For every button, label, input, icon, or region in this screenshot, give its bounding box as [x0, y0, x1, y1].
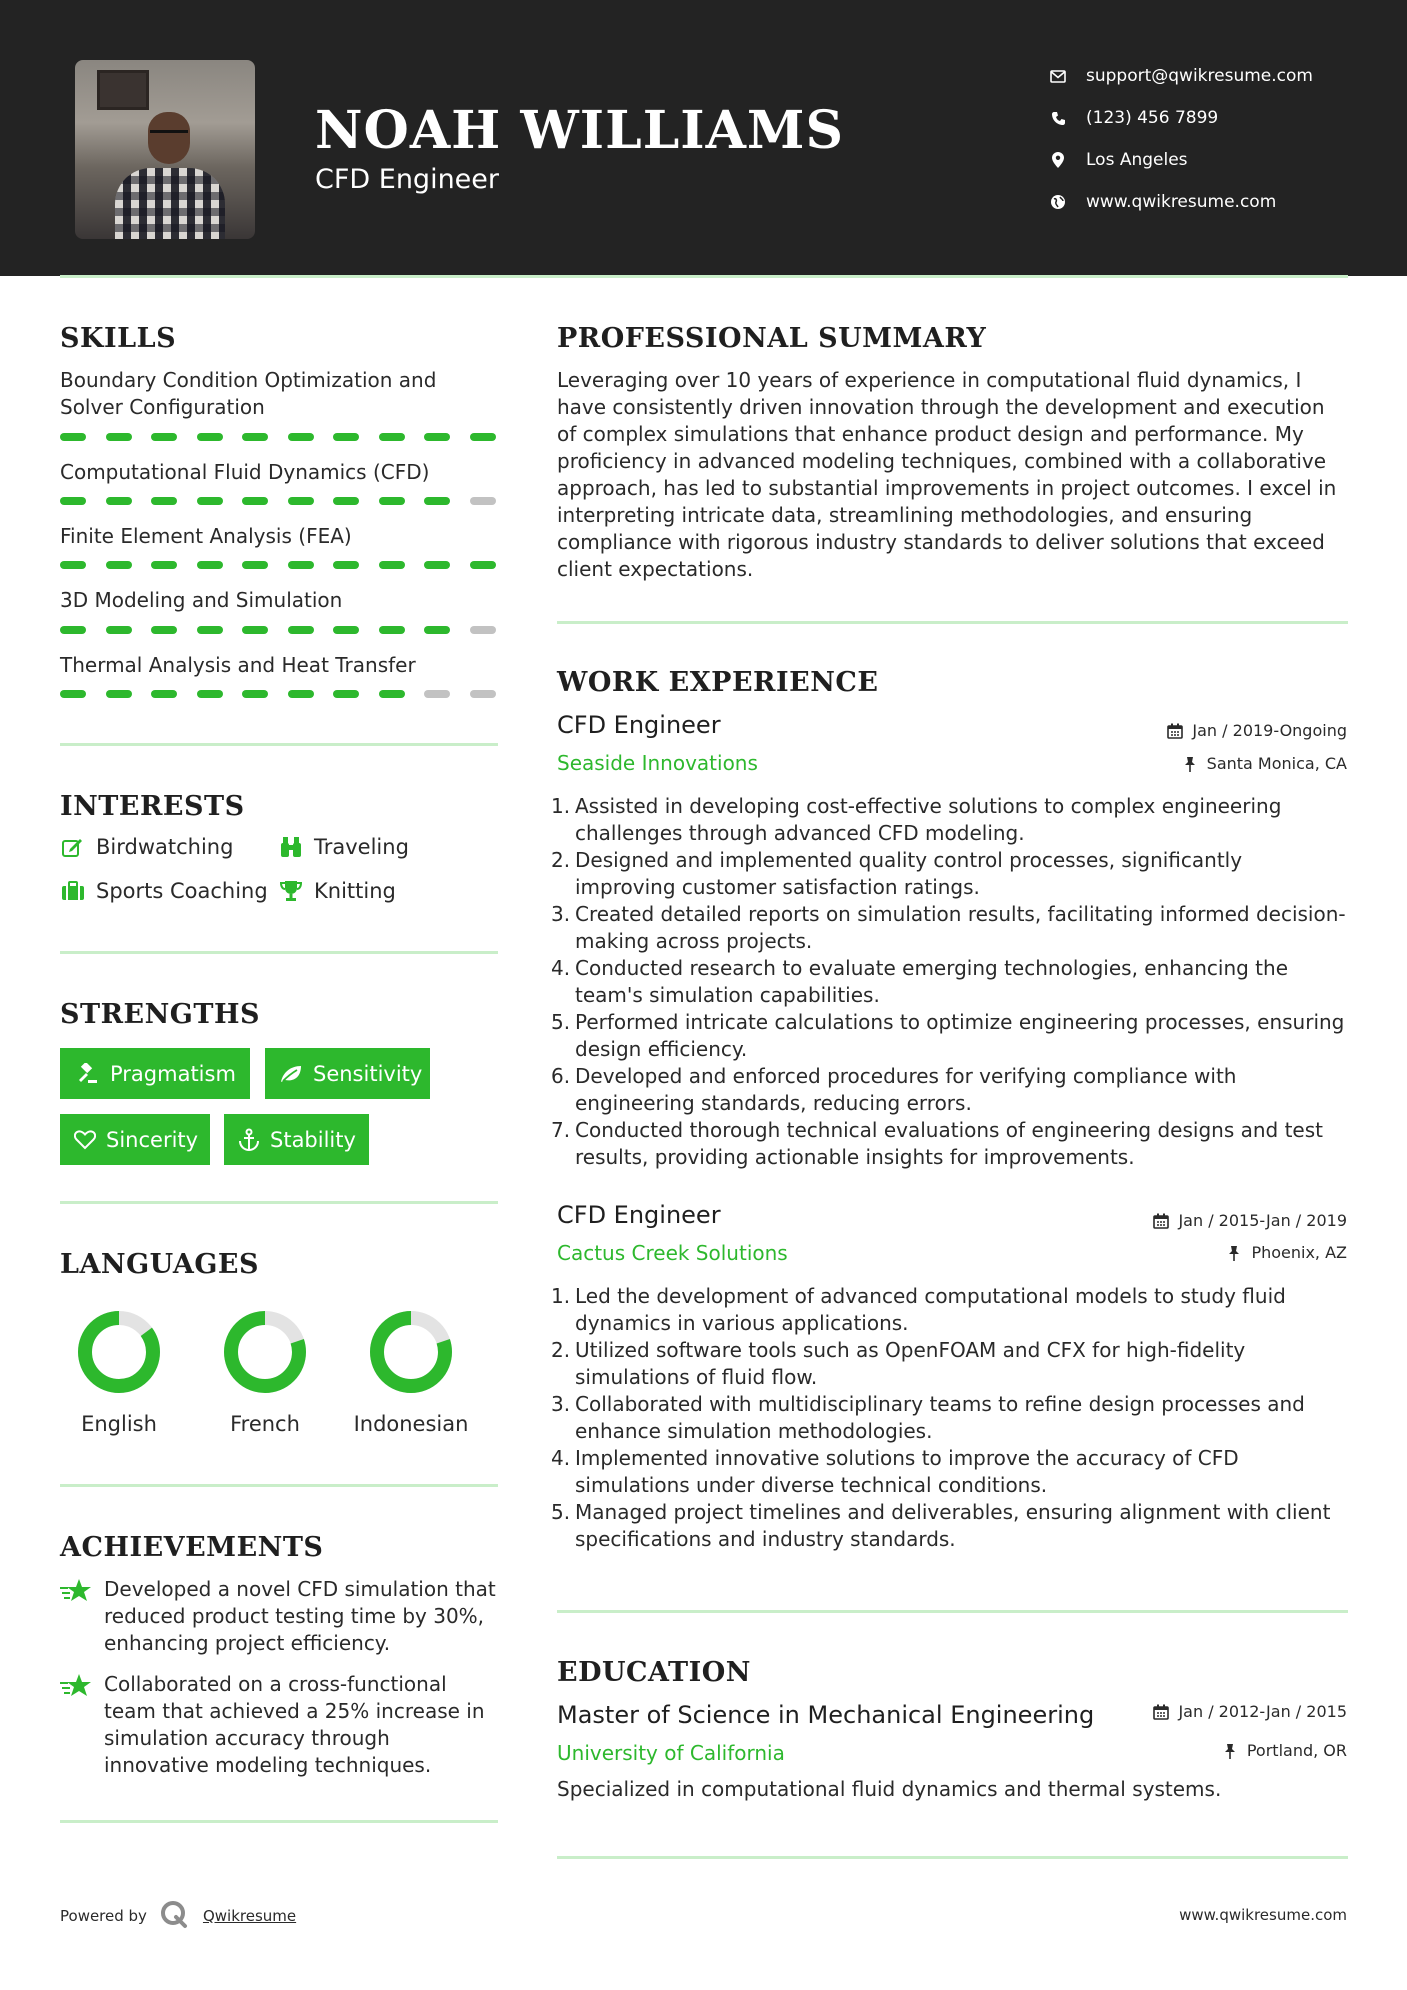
job-location-text: Santa Monica, CA: [1206, 754, 1347, 773]
strength-label: Pragmatism: [110, 1061, 236, 1086]
phone-icon: [1048, 108, 1068, 128]
gavel-icon: [74, 1061, 100, 1087]
powered-by-text: Powered by: [60, 1907, 147, 1925]
strength-badge: [224, 1114, 369, 1165]
calendar-icon: [1166, 722, 1184, 740]
section-divider: [60, 951, 498, 954]
skill-dot-filled: [197, 561, 223, 569]
job-location: [1181, 754, 1347, 773]
heart-icon: [74, 1127, 96, 1153]
skill-dot-filled: [470, 433, 496, 441]
star-icon: [60, 1671, 92, 1779]
skill-dot-filled: [242, 561, 268, 569]
skill-dot-filled: [151, 626, 177, 634]
skill-dot-filled: [106, 497, 132, 505]
interest-label: Traveling: [314, 835, 409, 859]
section-divider: [60, 1820, 498, 1823]
education-dates-text: Jan / 2012-Jan / 2015: [1178, 1702, 1347, 1721]
skill-dot-filled: [151, 497, 177, 505]
skill-dot-filled: [424, 433, 450, 441]
calendar-icon: [1152, 1703, 1170, 1721]
language-item: [346, 1310, 476, 1436]
language-proficiency-ring: [223, 1310, 307, 1394]
interest-item: [60, 878, 268, 904]
section-divider: [557, 1856, 1348, 1859]
qwikresume-link[interactable]: Qwikresume: [202, 1907, 297, 1925]
summary-text: Leveraging over 10 years of experience in computational fluid dynamics, I have consistently driven innovation through the development and execution of complex simulations that enhance product design and performance. My proficiency in advanced modeling techniques, combined with a collaborative approach, has led to substantial improvements in project outcomes. I excel in interpreting intricate data, streamlining methodologies, and ensuring compliance with rigorous industry standards to deliver solutions that exceed client expectations.: [557, 368, 1337, 581]
briefcase-icon: [60, 878, 86, 904]
job-dates-text: Jan / 2015-Jan / 2019: [1178, 1211, 1347, 1230]
experience-title: WORK EXPERIENCE: [557, 667, 879, 698]
header-divider: [60, 275, 1348, 278]
language-item: [200, 1310, 330, 1436]
language-label: English: [81, 1412, 157, 1436]
education-location: [1221, 1741, 1347, 1760]
contact-phone[interactable]: [1048, 97, 1313, 139]
skill-dot-filled: [60, 690, 86, 698]
interests-title: INTERESTS: [60, 791, 245, 822]
strength-label: Sensitivity: [313, 1061, 423, 1086]
contact-website[interactable]: [1048, 181, 1313, 223]
skill-dot-empty: [424, 690, 450, 698]
company-name: Seaside Innovations: [557, 751, 758, 775]
duty-item: 4. Conducted research to evaluate emerging technologies, enhancing the team's simulation capabilities.: [551, 956, 1288, 1007]
contact-email[interactable]: [1048, 55, 1313, 97]
language-label: French: [230, 1412, 300, 1436]
skill-rating: [60, 433, 496, 441]
skill-rating: [60, 626, 496, 634]
skill-dot-filled: [242, 690, 268, 698]
skill-dot-filled: [379, 433, 405, 441]
language-proficiency-ring: [77, 1310, 161, 1394]
company-name: Cactus Creek Solutions: [557, 1241, 788, 1265]
star-icon: [60, 1576, 92, 1657]
skill-dot-filled: [197, 626, 223, 634]
skill-dot-filled: [106, 690, 132, 698]
duty-item: 1. Assisted in developing cost-effective solutions to complex engineering challenges through advanced CFD modeling.: [551, 794, 1282, 845]
skill-dot-filled: [60, 433, 86, 441]
job-dates: [1152, 1211, 1347, 1230]
footer-website[interactable]: www.qwikresume.com: [1179, 1906, 1347, 1924]
skill-dot-filled: [424, 561, 450, 569]
skill-dot-filled: [197, 433, 223, 441]
skill-dot-filled: [424, 497, 450, 505]
achievement-text: Collaborated on a cross-functional team that achieved a 25% increase in simulation accuracy through innovative modeling techniques.: [104, 1672, 485, 1777]
section-divider: [60, 743, 498, 746]
binoculars-icon: [278, 834, 304, 860]
profile-photo: [75, 60, 255, 239]
skill-dot-filled: [333, 433, 359, 441]
skill-dot-filled: [379, 626, 405, 634]
job-duties: [551, 1283, 1347, 1553]
candidate-role: CFD Engineer: [315, 164, 500, 195]
skill-dot-filled: [242, 497, 268, 505]
skill-dot-empty: [470, 497, 496, 505]
achievement-item: [60, 1576, 500, 1657]
footer-powered-by: [60, 1899, 296, 1933]
skill-dot-filled: [288, 497, 314, 505]
section-divider: [557, 621, 1348, 624]
interest-label: Birdwatching: [96, 835, 234, 859]
skill-dot-filled: [288, 626, 314, 634]
skill-rating: [60, 561, 496, 569]
email-icon: [1048, 66, 1068, 86]
duty-item: 3. Created detailed reports on simulation results, facilitating informed decision-making across projects.: [551, 902, 1346, 953]
section-divider: [557, 1610, 1348, 1613]
skill-dot-filled: [242, 433, 268, 441]
skill-dot-filled: [151, 561, 177, 569]
duty-item: 7. Conducted thorough technical evaluations of engineering designs and test results, providing actionable insights for improvements.: [551, 1118, 1323, 1169]
resume-header: [0, 0, 1407, 276]
skill-dot-filled: [197, 690, 223, 698]
interest-label: Sports Coaching: [96, 879, 268, 903]
pushpin-icon: [1225, 1244, 1243, 1262]
skill-rating: [60, 690, 496, 698]
globe-icon: [1048, 192, 1068, 212]
skill-dot-filled: [424, 626, 450, 634]
achievement-text: Developed a novel CFD simulation that reduced product testing time by 30%, enhancing project efficiency.: [104, 1577, 496, 1655]
duty-item: 5. Managed project timelines and deliverables, ensuring alignment with client specifications and industry standards.: [551, 1500, 1331, 1551]
location-pin-icon: [1048, 150, 1068, 170]
duty-item: 6. Developed and enforced procedures for verifying compliance with engineering standards, reducing errors.: [551, 1064, 1237, 1115]
skill-dot-filled: [470, 561, 496, 569]
skill-dot-filled: [379, 497, 405, 505]
skill-dot-filled: [333, 561, 359, 569]
contact-location: [1048, 139, 1313, 181]
pushpin-icon: [1221, 1742, 1239, 1760]
pushpin-icon: [1181, 755, 1199, 773]
skill-dot-filled: [60, 561, 86, 569]
education-location-text: Portland, OR: [1246, 1741, 1347, 1760]
strengths-title: STRENGTHS: [60, 999, 260, 1030]
skill-dot-empty: [470, 690, 496, 698]
school-name: University of California: [557, 1741, 785, 1765]
skill-dot-filled: [242, 626, 268, 634]
duty-item: 2. Designed and implemented quality control processes, significantly improving customer satisfaction ratings.: [551, 848, 1243, 899]
contact-location-text: Los Angeles: [1086, 150, 1188, 170]
skill-dot-filled: [106, 561, 132, 569]
skill-dot-filled: [379, 690, 405, 698]
candidate-name: NOAH WILLIAMS: [315, 100, 845, 161]
leaf-icon: [279, 1061, 303, 1087]
skill-name: Boundary Condition Optimization and Solver Configuration: [60, 368, 437, 419]
job-title: CFD Engineer: [557, 1201, 721, 1229]
achievement-item: [60, 1671, 500, 1779]
job-location-text: Phoenix, AZ: [1251, 1243, 1347, 1262]
strength-badge: [60, 1048, 250, 1099]
job-dates-text: Jan / 2019-Ongoing: [1192, 721, 1347, 740]
qwikresume-logo-icon: [159, 1899, 189, 1933]
achievements-title: ACHIEVEMENTS: [60, 1532, 324, 1563]
duty-item: 2. Utilized software tools such as OpenFOAM and CFX for high-fidelity simulations of fluid flow.: [551, 1338, 1246, 1389]
skill-name: Thermal Analysis and Heat Transfer: [60, 653, 416, 677]
education-dates: [1152, 1702, 1347, 1721]
skill-dot-filled: [288, 690, 314, 698]
job-dates: [1166, 721, 1347, 740]
job-title: CFD Engineer: [557, 711, 721, 739]
skill-dot-filled: [333, 690, 359, 698]
skill-dot-filled: [106, 626, 132, 634]
job-duties: [551, 793, 1347, 1171]
strength-badge: [265, 1048, 430, 1099]
skill-dot-filled: [151, 433, 177, 441]
skill-dot-filled: [197, 497, 223, 505]
anchor-icon: [238, 1127, 260, 1153]
section-divider: [60, 1484, 498, 1487]
degree-title: Master of Science in Mechanical Engineering: [557, 1701, 1095, 1729]
duty-item: 1. Led the development of advanced computational models to study fluid dynamics in various applications.: [551, 1284, 1286, 1335]
contact-phone-text[interactable]: (123) 456 7899: [1086, 108, 1219, 128]
section-divider: [60, 1201, 498, 1204]
skill-rating: [60, 497, 496, 505]
strength-label: Sincerity: [106, 1127, 199, 1152]
summary-title: PROFESSIONAL SUMMARY: [557, 323, 987, 354]
edit-icon: [60, 834, 86, 860]
skill-dot-filled: [60, 497, 86, 505]
calendar-icon: [1152, 1212, 1170, 1230]
skill-name: Finite Element Analysis (FEA): [60, 524, 352, 548]
interest-label: Knitting: [314, 879, 396, 903]
strength-label: Stability: [270, 1127, 356, 1152]
strength-badge: [60, 1114, 210, 1165]
skill-dot-filled: [288, 433, 314, 441]
education-title: EDUCATION: [557, 1657, 751, 1688]
interest-item: [278, 834, 409, 860]
interest-item: [60, 834, 233, 860]
duty-item: 5. Performed intricate calculations to optimize engineering processes, ensuring design efficiency.: [551, 1010, 1345, 1061]
skill-dot-filled: [333, 497, 359, 505]
job-location: [1225, 1243, 1347, 1262]
skill-dot-filled: [379, 561, 405, 569]
skill-name: 3D Modeling and Simulation: [60, 588, 343, 612]
duty-item: 4. Implemented innovative solutions to improve the accuracy of CFD simulations under diverse technical conditions.: [551, 1446, 1239, 1497]
languages-title: LANGUAGES: [60, 1249, 259, 1280]
skill-dot-filled: [288, 561, 314, 569]
education-description: Specialized in computational fluid dynamics and thermal systems.: [557, 1777, 1222, 1801]
duty-item: 3. Collaborated with multidisciplinary teams to refine design processes and enhance simulation methodologies.: [551, 1392, 1305, 1443]
contact-list: [1048, 55, 1313, 223]
language-proficiency-ring: [369, 1310, 453, 1394]
skill-dot-filled: [151, 690, 177, 698]
skills-title: SKILLS: [60, 323, 177, 354]
contact-email-text[interactable]: support@qwikresume.com: [1086, 66, 1313, 86]
interest-item: [278, 878, 396, 904]
language-item: [54, 1310, 184, 1436]
skill-dot-filled: [333, 626, 359, 634]
skill-dot-empty: [470, 626, 496, 634]
skill-name: Computational Fluid Dynamics (CFD): [60, 460, 430, 484]
language-label: Indonesian: [353, 1412, 469, 1436]
skill-dot-filled: [106, 433, 132, 441]
trophy-icon: [278, 878, 304, 904]
contact-website-text[interactable]: www.qwikresume.com: [1086, 192, 1277, 212]
skill-dot-filled: [60, 626, 86, 634]
